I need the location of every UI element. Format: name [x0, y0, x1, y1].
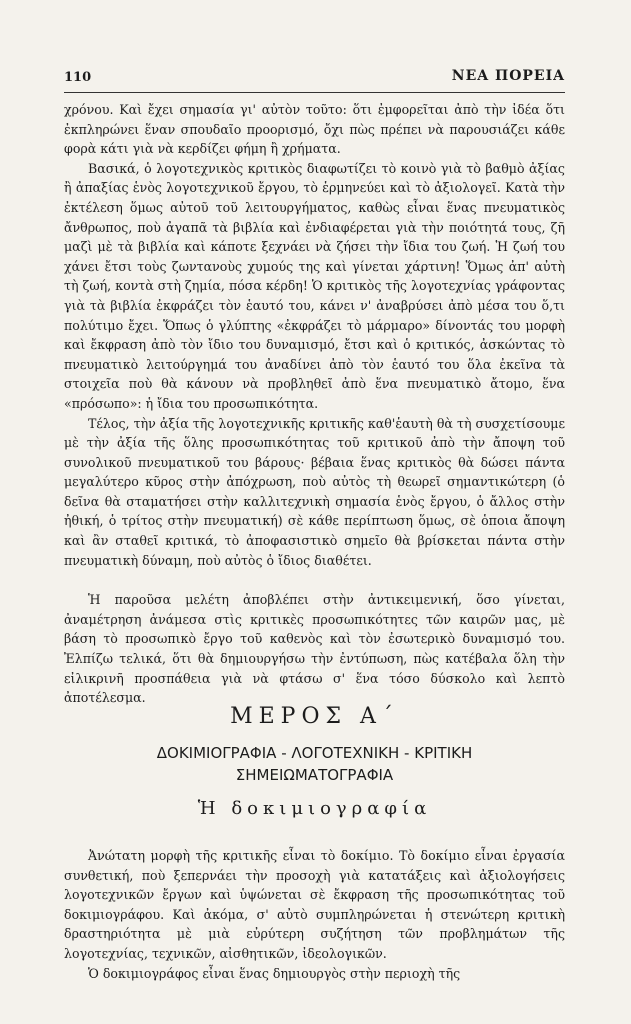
part-subtitle-line: ΣΗΜΕΙΩΜΑΤΟΓΡΑΦΙΑ — [235, 766, 394, 784]
running-title: ΝΕΑ ΠΟΡΕΙΑ — [451, 68, 565, 84]
header-rule — [64, 92, 565, 93]
part-subtitle-line: ΔΟΚΙΜΙΟΓΡΑΦΙΑ - ΛΟΓΟΤΕΧΝΙΚΗ - ΚΡΙΤΙΚΗ — [156, 744, 473, 762]
paragraph: Τέλος, τὴν ἀξία τῆς λογοτεχνικῆς κριτικῆς καθ'ἑαυτὴ θὰ τὴ συσχετίσουμε μὲ τὴν ἀξία τῆς ὅλης προσωπικότητας τοῦ κριτικοῦ ἀπὸ τὴν ἄποψη τοῦ συνολικοῦ πνευματικοῦ του βάρους· βέβαια ἕνας κριτικὸς θὰ δώσει πάντα μεγαλύτερο κῦρος στὴν ἀπόχρωση, ποὺ αὐτὸς τὴ θεωρεῖ σημαντικώτερη (ὁ δεῖνα θὰ σταματήσει στὴν καλλιτεχνικὴ σημασία ἑνὸς ἔργου, ὁ ἄλλος στὴν ἠθική, ὁ τρίτος στὴν πνευματική) σὲ κάθε περίπτωση ὅμως, σὲ ὁποια ἄποψη καὶ ἂν σταθεῖ κριτικά, τὸ ἀποφασιστικὸ σημεῖο θὰ βρίσκεται πάντα στὴν πνευματικὴ δύναμη, ποὺ αὐτὸς ὁ ἴδιος διαθέτει. — [64, 415, 565, 568]
part-subtitle — [64, 742, 565, 786]
paragraph: Ἡ παροῦσα μελέτη ἀποβλέπει στὴν ἀντικειμενική, ὅσο γίνεται, ἀναμέτρηση ἀνάμεσα στὶς κριτικὲς προσωπικότητες τῶν καιρῶν μας, μὲ βάση τὸ προσωπικὸ ἔργο τοῦ καθενὸς καὶ τὸν ἐσωτερικὸ δυναμισμό του. Ἐλπίζω τελικά, ὅτι θὰ δημιουργήσω τὴν ἐντύπωση, πὼς κατέβαλα ὅλη τὴν εἰλικρινῆ προσπάθεια γιὰ νὰ φτάσω σ' ἕνα τόσο δύσκολο καὶ λεπτὸ ἀποτέλεσμα. — [64, 592, 565, 706]
paragraph: Βασικά, ὁ λογοτεχνικὸς κριτικὸς διαφωτίζει τὸ κοινὸ γιὰ τὸ βαθμὸ ἀξίας ἢ ἀπαξίας ἑνὸς λογοτεχνικοῦ ἔργου, τὸ ἑρμηνεύει καὶ τὸ ἀξιολογεῖ. Κατὰ τὴν ἐκτέλεση ὅμως αὐτοῦ τοῦ λειτουργήματος, καθὼς εἶναι ἕνας πνευματικὸς ἄνθρωπος, ποὺ ἀγαπᾶ τὰ βιβλία καὶ ἐνδιαφέρεται γιὰ τὴν ποιότητά τους, ζῆ μαζὶ μὲ τὰ βιβλία καὶ κάποτε ξεχνάει νὰ ζήσει τὴν ἴδια του ζωή. Ἡ ζωή του χάνει ἔτσι τοὺς ζωντανοὺς χυμούς της καὶ γίνεται χάρτινη! Ὅμως ἀπ' αὐτὴ τὴ ζωή, κοντὰ στὴ ζημία, πόσα κέρδη! Ὁ κριτικὸς τῆς λογοτεχνίας γράφοντας γιὰ τὰ βιβλία ἐκφράζει τὸν ἑαυτό του, κάνει ν' ἀναβρύσει ἀπὸ μέσα του ὅ,τι πολύτιμο ἔχει. Ὅπως ὁ γλύπτης «ἐκφράζει τὸ μάρμαρο» δίνοντάς του μορφὴ καὶ ἔκφραση ἀπὸ τὸν ἴδιο του δυναμισμό, ἔτσι καὶ ὁ κριτικός, ἀσκώντας τὸ πνευματικὸ λειτούργημά του ἀναδίνει ἀπὸ τὸν ἑαυτό του ὅλα ἐκεῖνα τὰ στοιχεῖα ποὺ θὰ κάνουν νὰ προβληθεῖ ἀπὸ ἕνα πνευματικὸ ἄτομο, ἕνα «πρόσωπο»: ἡ ἴδια του προσωπικότητα. — [64, 160, 565, 411]
section-title: Ἡ δοκιμιογραφία — [197, 798, 432, 819]
paragraph: Ἀνώτατη μορφὴ τῆς κριτικῆς εἶναι τὸ δοκίμιο. Τὸ δοκίμιο εἶναι ἐργασία συνθετική, ποὺ ξεπερνάει τὴν προσοχὴ γιὰ κατατάξεις καὶ ἀξιολογήσεις λογοτεχνικῶν ἔργων καὶ ὑψώνεται σὲ ἔκφραση τῆς προσωπικότητας τοῦ δοκιμιογράφου. Καὶ ἀκόμα, σ' αὐτὸ συμπληρώνεται ἡ στενώτερη κριτικὴ δραστηριότητα μὲ μιὰ εὐρύτερη συζήτηση τῶν προβλημάτων τῆς λογοτεχνίας, τεχνικῶν, αἰσθητικῶν, ἰδεολογικῶν. — [64, 848, 565, 961]
body-text — [64, 100, 565, 708]
section-body-text — [64, 846, 565, 983]
paragraph: Ὁ δοκιμιογράφος εἶναι ἕνας δημιουργὸς στὴν περιοχὴ τῆς — [88, 965, 461, 981]
paragraph: χρόνου. Καὶ ἔχει σημασία γι' αὐτὸν τοῦτο: ὅτι ἐμφορεῖται ἀπὸ τὴν ἰδέα ὅτι ἐκπληρώνει ἕναν σπουδαῖο προορισμό, ὄχι πὼς πρέπει νὰ παρουσιάζει κάθε φορὰ κάτι γιὰ νὰ κερδίζει φήμη ἢ χρήματα. — [64, 102, 565, 157]
part-title: ΜΕΡΟΣ Α΄ — [230, 704, 399, 729]
page-header — [64, 66, 565, 88]
paragraph-gap — [64, 570, 565, 590]
page-number: 110 — [64, 70, 92, 85]
